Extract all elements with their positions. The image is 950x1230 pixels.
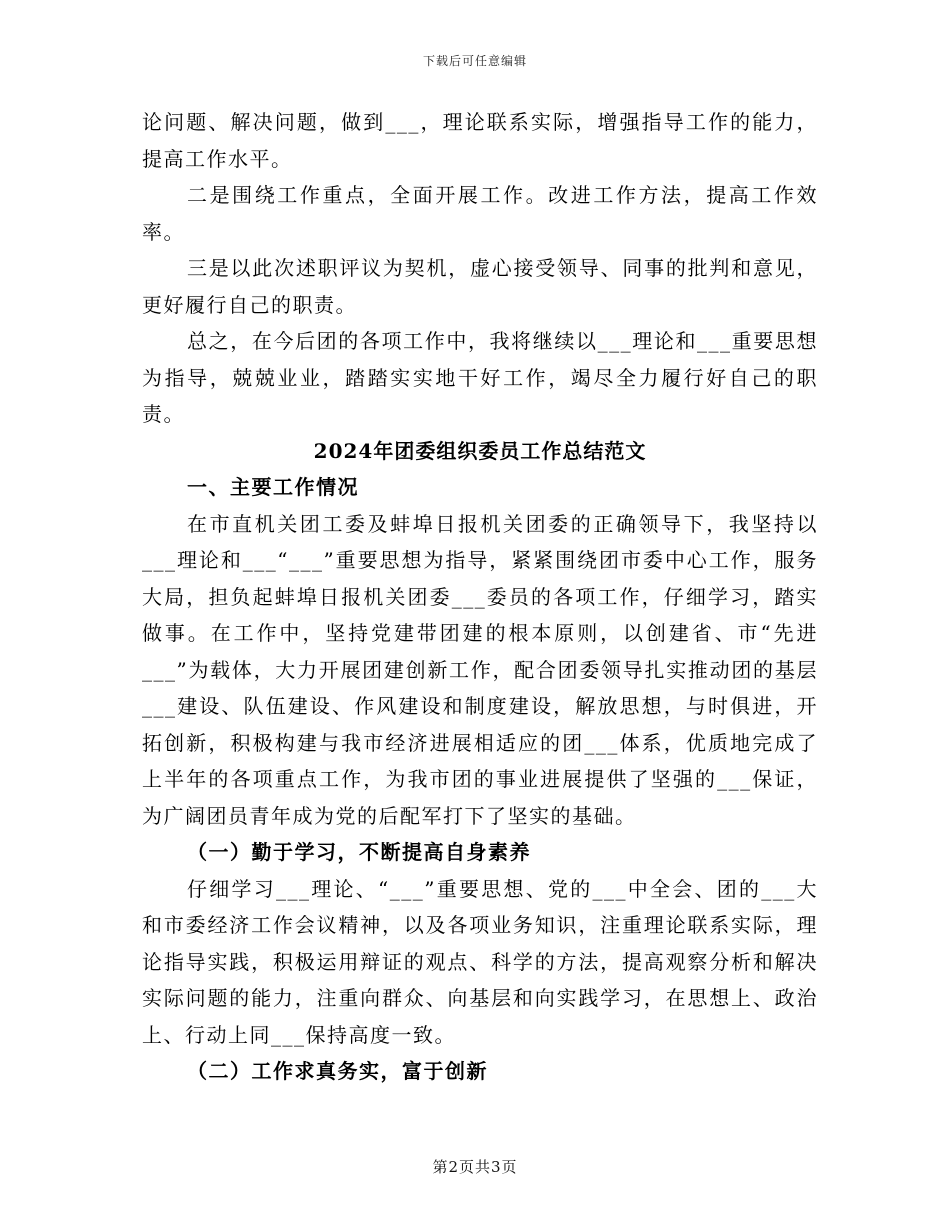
paragraph: 三是以此次述职评议为契机，虚心接受领导、同事的批判和意见，更好履行自己的职责。	[142, 256, 818, 317]
subsection-heading: （二）工作求真务实，富于创新	[187, 1059, 488, 1083]
paragraph: 论问题、解决问题，做到___，理论联系实际，增强指导工作的能力，提高工作水平。	[142, 110, 818, 171]
subsection-heading: （一）勤于学习，不断提高自身素养	[187, 840, 531, 864]
paragraph: 在市直机关团工委及蚌埠日报机关团委的正确领导下，我坚持以___理论和___“___”重要思想为指导，紧紧围绕团市委中心工作，服务大局，担负起蚌埠日报机关团委___委员的各项工作，仔细学习，踏实做事。在工作中，坚持党建带团建的根本原则，以创建省、市“先进___”为载体，大力开展团建创新工作，配合团委领导扎实推动团的基层___建设、队伍建设、作风建设和制度建设，解放思想，与时俱进，开拓创新，积极构建与我市经济进展相适应的团___体系，优质地完成了上半年的各项重点工作，为我市团的事业进展提供了坚强的___保证，为广阔团员青年成为党的后配军打下了坚实的基础。	[142, 511, 818, 828]
document-body	[142, 104, 818, 1090]
page-number: 第2页共3页	[432, 1158, 518, 1176]
header-note: 下载后可任意编辑	[422, 54, 527, 68]
paragraph: 总之，在今后团的各项工作中，我将继续以___理论和___重要思想为指导，兢兢业业，踏踏实实地干好工作，竭尽全力履行好自己的职责。	[142, 329, 818, 426]
document-title: 2024年团委组织委员工作总结范文	[313, 438, 647, 463]
paragraph: 二是围绕工作重点，全面开展工作。改进工作方法，提高工作效率。	[142, 183, 818, 244]
paragraph: 仔细学习___理论、“___”重要思想、党的___中全会、团的___大和市委经济工作会议精神，以及各项业务知识，注重理论联系实际，理论指导实践，积极运用辩证的观点、科学的方法，提高观察分析和解决实际问题的能力，注重向群众、向基层和向实践学习，在思想上、政治上、行动上同___保持高度一致。	[142, 876, 818, 1047]
section-heading: 一、主要工作情况	[187, 475, 359, 499]
